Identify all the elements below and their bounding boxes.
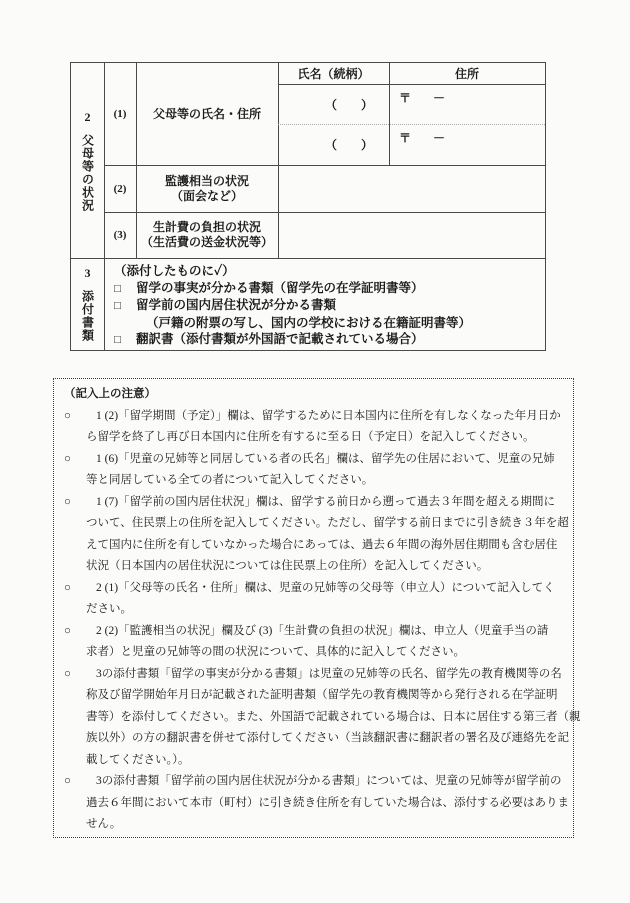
attachment-item-label: 留学の事実が分かる書類（留学先の在学証明書等） bbox=[136, 280, 424, 295]
note-line bbox=[64, 492, 567, 514]
note-line bbox=[64, 642, 567, 664]
note-line bbox=[64, 685, 567, 707]
note-line bbox=[64, 406, 567, 428]
note-text: ついて、住民票上の住所を記入してください。ただし、留学する前日までに引き続き３年を超 bbox=[86, 517, 569, 529]
attachment-item bbox=[114, 297, 545, 315]
section3-number: 3 bbox=[84, 266, 91, 280]
note-text: えて国内に住所を有していなかった場合にあっては、過去６年間の海外居住期間も含む居住 bbox=[86, 538, 558, 551]
checkbox-icon[interactable]: □ bbox=[114, 282, 121, 295]
attachment-item bbox=[114, 331, 545, 349]
attachment-item-label: （戸籍の附票の写し、国内の学校における在籍証明書等） bbox=[146, 315, 472, 330]
note-text: 2 (1)「父母等の氏名・住所」欄は、児童の兄姉等の父母等（申立人）について記入してく bbox=[96, 581, 555, 594]
name-column-header: 氏名（続柄） bbox=[297, 67, 370, 81]
note-text: 称及び留学開始年月日が記載された証明書類（留学先の教育機関等から発行される在学証明 bbox=[86, 689, 558, 701]
note-text: 3の添付書類「留学の事実が分かる書類」は児童の兄姉等の氏名、留学先の教育機関等の名 bbox=[96, 667, 562, 680]
parent1-name-field[interactable] bbox=[278, 84, 389, 124]
row1-number-cell bbox=[104, 63, 136, 165]
note-line bbox=[64, 664, 567, 686]
note-bullet-icon: ○ bbox=[64, 581, 71, 594]
parent2-name-field[interactable] bbox=[278, 124, 389, 165]
note-line bbox=[64, 470, 567, 492]
note-line bbox=[64, 814, 567, 836]
row1-number: (1) bbox=[113, 108, 127, 120]
note-line bbox=[64, 793, 567, 815]
row1-label: 父母等の氏名・住所 bbox=[152, 106, 261, 121]
note-line bbox=[64, 750, 567, 772]
notes-box bbox=[53, 378, 581, 838]
attachment-list bbox=[114, 280, 545, 349]
checkbox-icon[interactable]: □ bbox=[114, 334, 121, 347]
note-text: 過去６年間において本市（町村）に引き続き住所を有していた場合は、添付する必要はありま bbox=[86, 796, 569, 809]
note-bullet-icon: ○ bbox=[64, 409, 71, 422]
note-text: 求者）と児童の兄姉等の間の状況について、具体的に記入してください。 bbox=[86, 646, 466, 658]
notes-title: （記入上の注意） bbox=[64, 388, 156, 400]
guardianship-status-field[interactable] bbox=[278, 165, 545, 212]
row3-label-line1: 生計費の負担の状況 bbox=[152, 220, 261, 234]
postal-mark: 〒 bbox=[399, 131, 412, 145]
note-text: 載してください。）。 bbox=[86, 753, 190, 766]
note-text: ださい。 bbox=[86, 603, 132, 615]
note-text: 等と同居している全ての者について記入してください。 bbox=[86, 474, 374, 486]
name-column-header-cell bbox=[278, 63, 389, 84]
row3-number: (3) bbox=[113, 229, 127, 241]
note-text: 1 (2)「留学期間（予定）」欄は、留学するために日本国内に住所を有しなくなった年月日か bbox=[96, 409, 561, 422]
note-text: 1 (6)「児童の兄姉等と同居している者の氏名」欄は、留学先の住居において、児童の兄姉 bbox=[96, 452, 555, 465]
attachment-item-label: 翻訳書（添付書類が外国語で記載されている場合） bbox=[136, 332, 424, 347]
parent1-relationship-parens: （ ） bbox=[324, 97, 373, 112]
section2-number: 2 bbox=[84, 109, 91, 124]
checkbox-icon[interactable]: □ bbox=[114, 300, 121, 313]
note-line bbox=[64, 513, 567, 535]
row2-label-cell bbox=[136, 165, 278, 212]
attachment-item-label: 留学前の国内居住状況が分かる書類 bbox=[136, 298, 337, 313]
row2-number: (2) bbox=[113, 182, 127, 195]
row3-label-line2: （生活費の送金状況等） bbox=[140, 235, 273, 249]
row2-label-line2: （面会など） bbox=[170, 188, 243, 203]
note-bullet-icon: ○ bbox=[64, 775, 71, 787]
section3-label-cell bbox=[71, 258, 104, 350]
attachments-cell bbox=[104, 258, 545, 350]
parents-status-table bbox=[70, 62, 546, 351]
section2-vertical-label: 父母等の状況 bbox=[80, 133, 95, 212]
note-bullet-icon: ○ bbox=[64, 452, 71, 465]
postal-mark: 〒 bbox=[399, 91, 412, 105]
parent2-relationship-parens: （ ） bbox=[324, 138, 373, 152]
postal-dash: － bbox=[433, 91, 446, 105]
note-line bbox=[64, 707, 581, 729]
note-line bbox=[64, 427, 567, 449]
note-line bbox=[64, 728, 567, 750]
parent2-address-field[interactable] bbox=[389, 124, 545, 165]
note-line bbox=[64, 449, 567, 471]
note-line bbox=[64, 556, 567, 578]
note-line bbox=[64, 771, 567, 793]
attachments-intro: （添付したものに✓） bbox=[114, 264, 235, 278]
parent1-address-field[interactable] bbox=[389, 84, 545, 124]
note-bullet-icon: ○ bbox=[64, 495, 71, 508]
row1-label-cell bbox=[136, 63, 278, 165]
row2-number-cell bbox=[104, 165, 136, 212]
note-line bbox=[64, 578, 567, 600]
note-text: せん。 bbox=[86, 818, 122, 830]
note-bullet-icon: ○ bbox=[64, 624, 71, 637]
note-text: 書等）を添付してください。また、外国語で記載されている場合は、日本に居住する第三者（親 bbox=[86, 710, 581, 723]
row2-label-line1: 監護相当の状況 bbox=[164, 173, 249, 188]
notes-list bbox=[64, 406, 581, 836]
note-bullet-icon: ○ bbox=[64, 667, 71, 680]
attachment-item bbox=[114, 280, 545, 298]
section2-label-cell bbox=[71, 63, 104, 258]
living-expenses-status-field[interactable] bbox=[278, 212, 545, 258]
attachment-item bbox=[114, 315, 545, 332]
note-line bbox=[64, 621, 567, 643]
section3-vertical-label: 添付書類 bbox=[80, 290, 95, 342]
note-text: 族以外）の方の翻訳書を併せて添付してください（当該翻訳書に翻訳者の署名及び連絡先を記 bbox=[86, 732, 569, 744]
address-column-header-cell bbox=[389, 63, 545, 84]
note-text: 3の添付書類「留学前の国内居住状況が分かる書類」については、児童の兄姉等が留学前の bbox=[96, 775, 562, 787]
note-line bbox=[64, 535, 567, 557]
note-text: 状況（日本国内の居住状況については住民票上の住所）を記入してください。 bbox=[86, 560, 489, 572]
note-line bbox=[64, 599, 567, 621]
note-text: ら留学を終了し再び日本国内に住所を有するに至る日（予定日）を記入してください。 bbox=[86, 431, 535, 443]
note-text: 1 (7)「留学前の国内居住状況」欄は、留学する前日から遡って過去３年間を超える期間に bbox=[96, 495, 556, 508]
row3-label-cell bbox=[136, 212, 278, 258]
row3-number-cell bbox=[104, 212, 136, 258]
address-column-header: 住所 bbox=[454, 67, 479, 81]
note-text: 2 (2)「監護相当の状況」欄及び (3)「生計費の負担の状況」欄は、申立人（児童手当の請 bbox=[96, 624, 549, 637]
postal-dash: － bbox=[433, 131, 446, 145]
